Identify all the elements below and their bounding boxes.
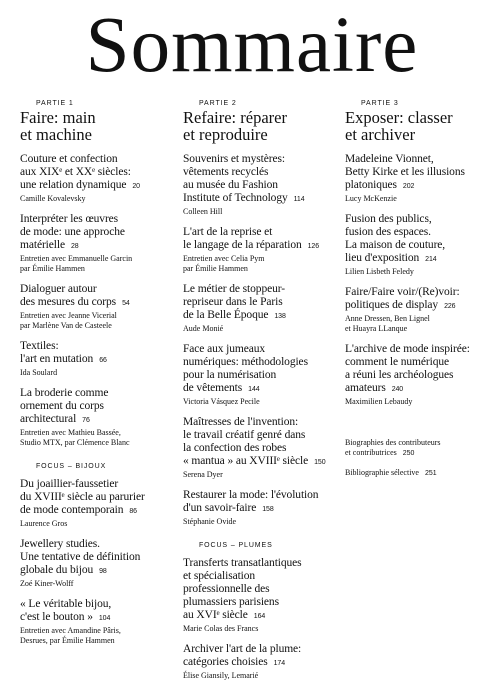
entry-title-line <box>183 309 343 323</box>
entry-title-line: de mode: une approche <box>20 226 125 238</box>
entry-author <box>345 194 495 204</box>
entry-author-line: Lucy McKenzie <box>345 194 397 203</box>
entry-title-line <box>345 382 495 396</box>
page-number: 104 <box>98 615 111 622</box>
entry-title-line <box>345 448 495 459</box>
toc-entry[interactable] <box>20 538 170 589</box>
page-number: 28 <box>70 243 79 250</box>
page-number: 54 <box>122 300 130 307</box>
entry-title-text: de la Belle Époque <box>183 309 269 321</box>
entry-author-line: Camille Kovalevsky <box>20 194 86 203</box>
entry-title-line <box>345 299 495 313</box>
part-title-line: Refaire: réparer <box>183 108 287 127</box>
focus-label: FOCUS – BIJOUX <box>36 463 107 470</box>
entry-title <box>345 286 495 313</box>
page-number: 98 <box>99 568 107 575</box>
entry-title-text: des mesures du corps <box>20 296 117 308</box>
entry-author-line: Élise Giansily, Lemarié <box>183 671 259 680</box>
entry-title-text: catégories choisies <box>183 656 268 668</box>
entry-title-text: matérielle <box>20 239 65 251</box>
entry-author <box>20 626 170 646</box>
toc-entry[interactable] <box>20 213 170 274</box>
entry-title-line <box>345 179 495 193</box>
column-part-1 <box>20 98 170 655</box>
toc-entry[interactable] <box>20 153 170 204</box>
entry-title-line: vêtements recyclés <box>183 166 269 178</box>
entry-author-line: Studio MTX, par Clémence Blanc <box>20 438 130 447</box>
entry-title-line: L'archive de mode inspirée: <box>345 343 470 355</box>
entry-author-line: Aude Monié <box>183 324 224 333</box>
entry-author <box>20 428 170 448</box>
toc-entry[interactable] <box>183 153 343 217</box>
entry-title <box>20 153 170 193</box>
entry-title-line: repriseur dans le Paris <box>183 296 283 308</box>
entry-author <box>20 311 170 331</box>
entry-title <box>345 153 495 193</box>
entry-author-line: et Huayra LLanque <box>345 324 408 333</box>
entry-title <box>20 538 170 578</box>
entry-title-line <box>183 502 343 516</box>
toc-entry[interactable] <box>345 213 495 277</box>
entry-title-line: Souvenirs et mystères: <box>183 153 285 165</box>
entry-title-line: Faire/Faire voir/(Re)voir: <box>345 286 460 298</box>
entry-title <box>20 598 170 625</box>
toc-entry[interactable] <box>183 283 343 334</box>
entry-author <box>20 368 170 378</box>
toc-entry[interactable] <box>345 343 495 407</box>
entry-title-line <box>20 353 170 367</box>
entry-author <box>20 254 170 274</box>
entry-author-line: Zoé Kiner-Wolff <box>20 579 74 588</box>
entry-title-line: L'art de la reprise et <box>183 226 273 238</box>
entry-author-line: Serena Dyer <box>183 470 223 479</box>
entry-title-line <box>183 656 343 670</box>
entry-author-line: Victoria Vásquez Pecile <box>183 397 260 406</box>
entry-title-line: Fusion des publics, <box>345 213 432 225</box>
entry-title-line: comment le numérique <box>345 356 450 368</box>
entry-author-line: par Émilie Hammen <box>183 264 248 273</box>
entry-title-text: et contributrices <box>345 448 397 457</box>
entry-title <box>183 557 343 623</box>
entry-title-line: Le métier de stoppeur- <box>183 283 285 295</box>
entry-title <box>20 478 170 518</box>
entry-title-text: lieu d'exposition <box>345 252 420 264</box>
entry-title <box>183 416 343 469</box>
entry-author-line: Stéphanie Ovide <box>183 517 237 526</box>
entry-title-text: d'un savoir-faire <box>183 502 257 514</box>
toc-entry[interactable] <box>20 598 170 646</box>
entry-title-line: Couture et confection <box>20 153 118 165</box>
entry-title-text: « mantua » au XVIIIᵉ siècle <box>183 455 309 467</box>
entry-title-line: aux XIXᵉ et XXᵉ siècles: <box>20 166 131 178</box>
entry-title-text: une relation dynamique <box>20 179 127 191</box>
entry-author-line: Entretien avec Celia Pym <box>183 254 265 263</box>
entry-title-line: Jewellery studies. <box>20 538 100 550</box>
entry-title <box>345 213 495 266</box>
part-title-line: Exposer: classer <box>345 108 453 127</box>
entry-author <box>20 579 170 589</box>
entry-title-line <box>20 413 170 427</box>
page-number: 20 <box>132 183 140 190</box>
entry-title <box>183 643 343 670</box>
entry-title-line: La maison de couture, <box>345 239 446 251</box>
entry-author-line: par Émilie Hammen <box>20 264 85 273</box>
entry-title-line: fusion des espaces. <box>345 226 431 238</box>
entry-title-line: plumassiers parisiens <box>183 596 279 608</box>
page-number: 150 <box>314 459 326 466</box>
page-number: 240 <box>391 386 404 393</box>
entry-title-line <box>20 611 170 625</box>
entry-author-line: Maximilien Lebaudy <box>345 397 413 406</box>
part-title-line: et reproduire <box>183 125 268 144</box>
entry-title-line: Maîtresses de l'invention: <box>183 416 299 428</box>
toc-entry[interactable] <box>345 153 495 204</box>
entry-title <box>345 343 495 396</box>
entry-title-line: au musée du Fashion <box>183 179 278 191</box>
entry-title <box>345 468 495 479</box>
entry-title-line: Betty Kirke et les illusions <box>345 166 465 178</box>
backmatter-entry[interactable] <box>345 468 495 479</box>
page-number: 114 <box>293 196 305 203</box>
entry-author <box>183 254 343 274</box>
part-label: PARTIE 2 <box>199 100 237 107</box>
entry-title-text: globale du bijou <box>20 564 94 576</box>
entry-title-line <box>20 564 170 578</box>
entry-title <box>20 283 170 310</box>
entry-author-line: Entretien avec Mathieu Bassée, <box>20 428 121 437</box>
toc-entry[interactable] <box>183 489 343 527</box>
entry-author <box>183 207 343 217</box>
entry-title-line <box>183 192 343 206</box>
page-number: 126 <box>307 243 320 250</box>
part-title <box>345 109 495 143</box>
page-number: 144 <box>248 386 260 393</box>
entry-author-line: Entretien avec Jeanne Vicerial <box>20 311 117 320</box>
page-number: 250 <box>402 450 415 457</box>
page-number: 164 <box>253 613 266 620</box>
entry-author <box>183 397 343 407</box>
entry-title-line: « Le véritable bijou, <box>20 598 112 610</box>
entry-title <box>20 213 170 253</box>
page-number: 202 <box>402 183 415 190</box>
entry-title-text: politiques de display <box>345 299 439 311</box>
entry-title <box>20 340 170 367</box>
toc-entry[interactable] <box>183 643 343 681</box>
backmatter-entry[interactable] <box>345 438 495 459</box>
entry-title-line: Une tentative de définition <box>20 551 141 563</box>
entry-title-line <box>20 179 170 193</box>
toc-entry[interactable] <box>345 286 495 334</box>
toc-entry[interactable] <box>183 416 343 480</box>
entry-title <box>183 343 343 396</box>
entry-author <box>183 671 343 681</box>
entry-title-line: et spécialisation <box>183 570 256 582</box>
entry-title-line: ornement du corps <box>20 400 104 412</box>
part-title-line: Faire: main <box>20 108 96 127</box>
entry-title <box>183 283 343 323</box>
entry-author-line: Colleen Hill <box>183 207 223 216</box>
entry-title-text: platoniques <box>345 179 397 191</box>
part-label: PARTIE 1 <box>36 100 74 107</box>
entry-title-line: a réuni les archéologues <box>345 369 454 381</box>
toc-entry[interactable] <box>183 226 343 274</box>
entry-title <box>345 438 495 459</box>
entry-author <box>20 519 170 529</box>
entry-title-line <box>183 455 343 469</box>
page-number: 226 <box>444 303 456 310</box>
part-title <box>20 109 170 143</box>
entry-title-line: Transferts transatlantiques <box>183 557 302 569</box>
toc-entry[interactable] <box>20 340 170 378</box>
toc-entry[interactable] <box>20 387 170 448</box>
entry-title-line <box>20 504 170 518</box>
entry-author <box>345 314 495 334</box>
entry-title <box>20 387 170 427</box>
entry-title-line: pour la numérisation <box>183 369 277 381</box>
entry-title-line: le travail créatif genré dans <box>183 429 306 441</box>
entry-title-line: Madeleine Vionnet, <box>345 153 434 165</box>
part-title-line: et archiver <box>345 125 416 144</box>
column-part-2 <box>183 98 343 690</box>
entry-title-line: Archiver l'art de la plume: <box>183 643 302 655</box>
page-number: 86 <box>129 508 137 515</box>
entry-title-line: Interpréter les œuvres <box>20 213 119 225</box>
entry-title-line: Biographies des contributeurs <box>345 438 441 447</box>
page-number: 76 <box>82 417 90 424</box>
entry-title-text: architectural <box>20 413 77 425</box>
entry-title-text: le langage de la réparation <box>183 239 302 251</box>
page-title: Sommaire <box>85 2 419 89</box>
entry-author <box>183 470 343 480</box>
entry-title-line: Restaurer la mode: l'évolution <box>183 489 319 501</box>
column-part-3 <box>345 98 495 488</box>
entry-author-line: Ida Soulard <box>20 368 58 377</box>
part-title <box>183 109 343 143</box>
entry-title-text: c'est le bouton » <box>20 611 93 623</box>
entry-author-line: Lilien Lisbeth Feledy <box>345 267 414 276</box>
entry-title-line: du XVIIIᵉ siècle au parurier <box>20 491 145 503</box>
entry-author <box>183 517 343 527</box>
entry-author <box>183 324 343 334</box>
entry-author-line: Marie Colas des Francs <box>183 624 259 633</box>
entry-title-line: professionnelle des <box>183 583 270 595</box>
entry-title-line: Face aux jumeaux <box>183 343 266 355</box>
entry-title <box>183 489 343 516</box>
entry-title-text: Institute of Technology <box>183 192 288 204</box>
page-number: 66 <box>99 357 107 364</box>
entry-title-text: au XVIᵉ siècle <box>183 609 248 621</box>
page-number: 251 <box>424 470 437 477</box>
entry-title <box>183 153 343 206</box>
entry-title-line: la confection des robes <box>183 442 287 454</box>
entry-author-line: Laurence Gros <box>20 519 68 528</box>
entry-title-line <box>183 239 343 253</box>
part-title-line: et machine <box>20 125 92 144</box>
toc-entry[interactable] <box>20 478 170 529</box>
entry-author-line: Entretien avec Emmanuelle Garcin <box>20 254 133 263</box>
entry-title-text: de vêtements <box>183 382 243 394</box>
entry-title-text: l'art en mutation <box>20 353 94 365</box>
spacer <box>345 416 495 438</box>
entry-author-line: Desrues, par Émilie Hammen <box>20 636 115 645</box>
entry-title-line: La broderie comme <box>20 387 109 399</box>
entry-title-text: Bibliographie sélective <box>345 468 419 477</box>
entry-author <box>183 624 343 634</box>
entry-title <box>183 226 343 253</box>
entry-author <box>20 194 170 204</box>
entry-author-line: Entretien avec Amandine Pâris, <box>20 626 121 635</box>
entry-title-line: numériques: méthodologies <box>183 356 308 368</box>
entry-title-line: Textiles: <box>20 340 59 352</box>
entry-title-text: de mode contemporain <box>20 504 124 516</box>
entry-title-line <box>20 239 170 253</box>
focus-label: FOCUS – PLUMES <box>199 542 273 549</box>
part-label: PARTIE 3 <box>361 100 399 107</box>
page-number: 214 <box>425 256 437 263</box>
entry-title-line <box>345 468 495 479</box>
toc-entry[interactable] <box>183 557 343 634</box>
entry-title-line <box>183 382 343 396</box>
entry-title-line <box>183 609 343 623</box>
entry-author-line: par Marlène Van de Casteele <box>20 321 112 330</box>
entry-title-line: Du joaillier-faussetier <box>20 478 119 490</box>
toc-entry[interactable] <box>20 283 170 331</box>
entry-title-line <box>20 296 170 310</box>
entry-author <box>345 397 495 407</box>
entry-title-line <box>345 252 495 266</box>
toc-entry[interactable] <box>183 343 343 407</box>
page-number: 174 <box>273 660 286 667</box>
page-number: 138 <box>274 313 286 320</box>
entry-author-line: Anne Dressen, Ben Lignel <box>345 314 430 323</box>
entry-title-line: Dialoguer autour <box>20 283 97 295</box>
entry-author <box>345 267 495 277</box>
entry-title-text: amateurs <box>345 382 386 394</box>
page-number: 158 <box>262 506 274 513</box>
